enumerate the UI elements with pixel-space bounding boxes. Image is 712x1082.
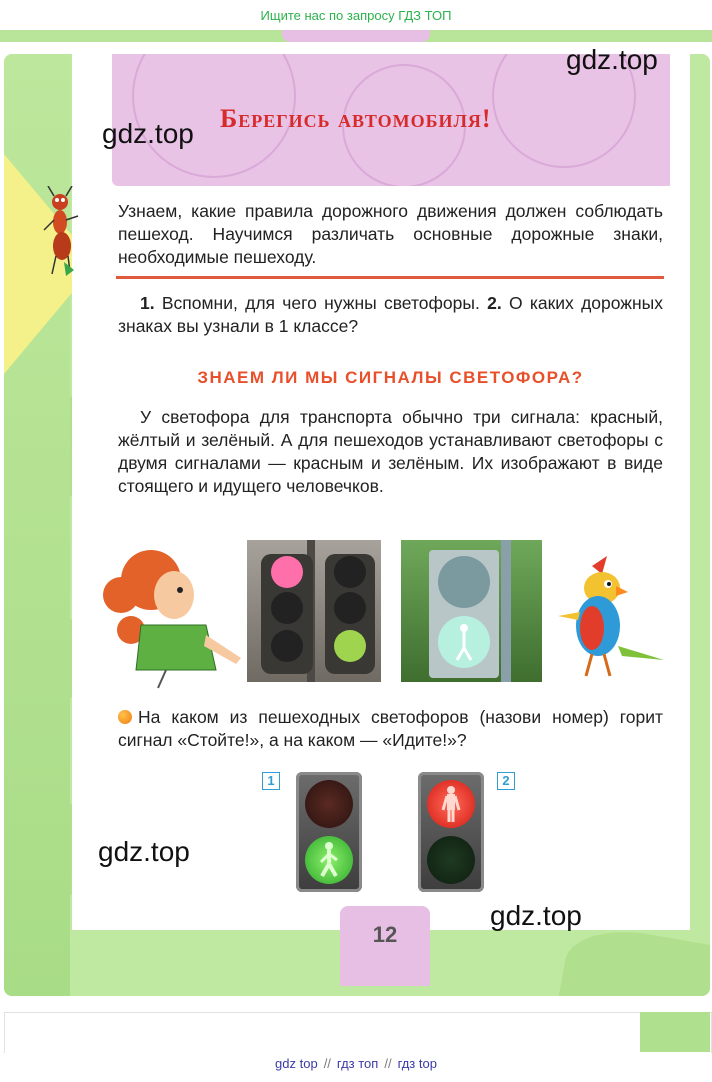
pedestrian-light-photo-image: [401, 540, 542, 682]
question-number: 1.: [140, 293, 155, 313]
page-title: Берегись автомобиля!: [220, 104, 492, 133]
next-page-green-edge: [640, 1012, 710, 1052]
question-text: Вспомни, для чего нужны светофоры.: [154, 293, 488, 313]
traffic-light-photo-1: [247, 540, 381, 682]
watermark: gdz.top: [490, 900, 582, 931]
footer-links: [0, 1056, 712, 1071]
page-number: 12: [372, 922, 398, 947]
walking-person-icon: [305, 836, 353, 884]
top-strip: [0, 30, 712, 42]
top-pink-tab: [282, 30, 430, 42]
divider-line: [116, 276, 664, 279]
question-traffic-lights: [118, 706, 663, 752]
watermark: gdz.top: [98, 836, 190, 867]
ant-mascot-icon: [40, 186, 92, 278]
footer-separator: //: [384, 1056, 392, 1071]
question-text: О каких дорожных знаках вы узнали в 1 классе?: [118, 293, 663, 336]
red-lamp-on: [427, 780, 475, 828]
body-text: У светофора для транспорта обычно три сигнала: красный, жёлтый и зелёный. А для пешеходов устанавливают светофоры с двумя сигналами — красным и зелёным. Их изображают в виде стоящего и идущего человечков.: [118, 407, 663, 496]
pedestrian-traffic-light-1: [296, 772, 362, 892]
number-label-2: 2: [497, 772, 515, 790]
question-number: 2.: [487, 293, 502, 313]
red-lamp-off: [305, 780, 353, 828]
standing-person-icon: [427, 780, 475, 828]
footer-link[interactable]: gdz top: [275, 1056, 318, 1071]
leaf-decoration: [558, 921, 710, 996]
parrot-illustration: [552, 556, 668, 682]
lesson-intro: Узнаем, какие правила дорожного движения должен соблюдать пешеход. Научимся различать основные дорожные знаки, необходимые пешеходу.: [118, 201, 663, 267]
question-1: [118, 292, 663, 338]
watermark: gdz.top: [566, 44, 658, 75]
green-lamp-on: [305, 836, 353, 884]
green-lamp-off: [427, 836, 475, 884]
traffic-light-photo-2: [401, 540, 542, 682]
next-page-preview: [4, 1012, 712, 1053]
traffic-light-photo-image: [247, 540, 381, 682]
footer-link[interactable]: гдз топ: [336, 1056, 379, 1071]
orange-bullet-icon: [118, 710, 132, 724]
number-label-1: 1: [262, 772, 280, 790]
section-heading: ЗНАЕМ ЛИ МЫ СИГНАЛЫ СВЕТОФОРА?: [197, 368, 584, 387]
footer-link[interactable]: гдз top: [397, 1056, 437, 1071]
question-text: На каком из пешеходных светофоров (назови номер) горит сигнал «Стойте!», а на каком — «Идите!»?: [118, 707, 663, 750]
body-paragraph: [118, 406, 663, 498]
girl-illustration: [96, 540, 244, 690]
top-banner[interactable]: Ищите нас по запросу ГДЗ ТОП: [260, 8, 452, 23]
pedestrian-traffic-light-2: [418, 772, 484, 892]
footer-separator: //: [323, 1056, 331, 1071]
watermark: gdz.top: [102, 118, 194, 149]
